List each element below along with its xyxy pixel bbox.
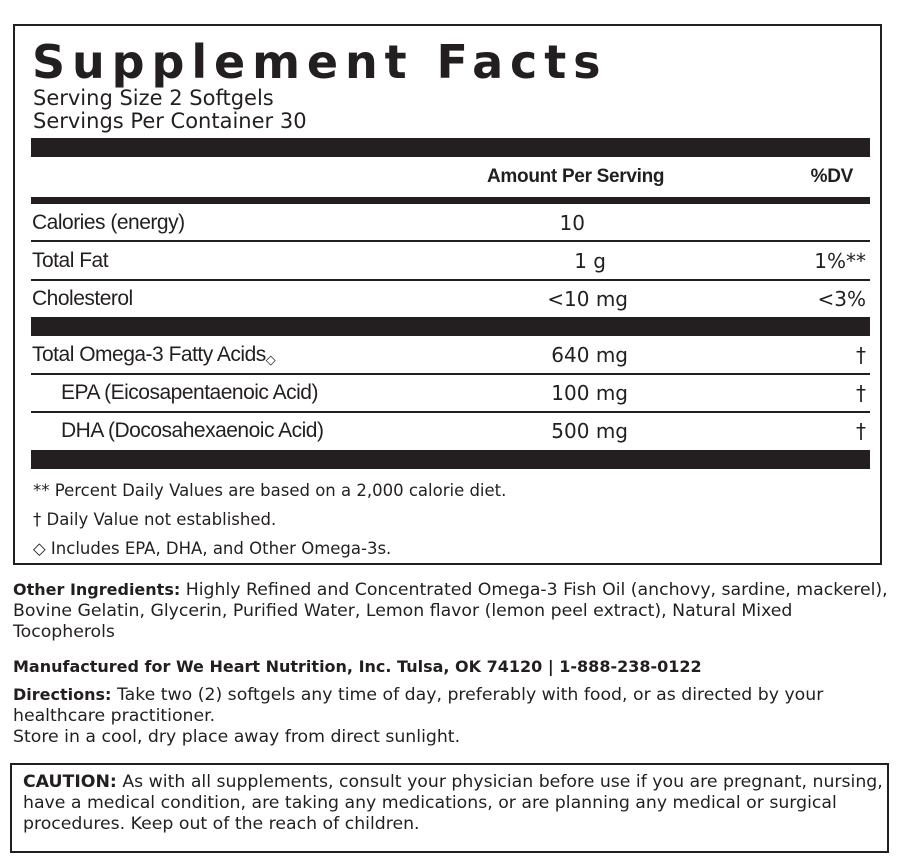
supplement-facts-panel — [13, 24, 882, 565]
other-ingredients-label: Other Ingredients: — [13, 580, 181, 599]
nutrient-amount-calories: 10 — [559, 211, 585, 235]
caution-label: CAUTION: — [23, 772, 117, 792]
nutrient-dv-omega-3: † — [856, 343, 866, 367]
thick-divider-top — [31, 138, 870, 157]
nutrient-amount-cholesterol: <10 mg — [547, 287, 628, 311]
nutrient-dv-epa: † — [856, 381, 866, 405]
row-divider — [31, 373, 870, 375]
directions-text: Take two (2) softgels any time of day, preferably with food, or as directed by your healthcare practitioner. — [13, 685, 824, 726]
nutrient-dv-total-fat: 1%** — [814, 249, 866, 273]
storage-text: Store in a cool, dry place away from direct sunlight. — [13, 727, 461, 747]
thick-divider-bottom — [31, 450, 870, 469]
nutrient-label-epa: EPA (Eicosapentaenoic Acid) — [61, 381, 318, 404]
diamond-marker-icon: ◇ — [265, 352, 276, 367]
thick-divider-middle — [31, 317, 870, 336]
nutrient-dv-cholesterol: <3% — [817, 287, 866, 311]
nutrient-amount-omega-3: 640 mg — [551, 343, 628, 367]
nutrient-dv-dha: † — [856, 419, 866, 443]
dv-header: %DV — [810, 166, 853, 187]
manufacturer-line — [13, 656, 889, 678]
nutrient-label-omega-3 — [32, 343, 275, 368]
caution-text: As with all supplements, consult your physician before use if you are pregnant, nursing, have a medical condition, are taking any medications, or are planning any medical or surgical procedures. Keep out of the reach of children. — [23, 772, 883, 834]
row-divider — [31, 279, 870, 281]
manufacturer-text: Manufactured for We Heart Nutrition, Inc. Tulsa, OK 74120 | 1-888-238-0122 — [13, 657, 702, 676]
directions-label: Directions: — [13, 685, 112, 704]
nutrient-label-dha: DHA (Docosahexaenoic Acid) — [61, 419, 324, 442]
other-ingredients — [13, 579, 889, 643]
nutrient-label-calories: Calories (energy) — [32, 211, 185, 234]
caution-box — [10, 763, 889, 853]
nutrient-label-omega-3-text: Total Omega-3 Fatty Acids — [32, 343, 266, 366]
panel-title: Supplement Facts — [32, 35, 608, 89]
medium-divider — [31, 197, 870, 204]
directions — [13, 684, 889, 748]
serving-size: Serving Size 2 Softgels — [33, 86, 274, 110]
row-divider — [31, 411, 870, 413]
nutrient-label-total-fat: Total Fat — [32, 249, 109, 272]
amount-header: Amount Per Serving — [487, 166, 665, 187]
servings-per-container: Servings Per Container 30 — [33, 109, 307, 133]
nutrient-amount-total-fat: 1 g — [574, 249, 606, 273]
footnote-percent-dv: ** Percent Daily Values are based on a 2,000 calorie diet. — [33, 481, 507, 500]
nutrient-amount-dha: 500 mg — [551, 419, 628, 443]
nutrient-label-cholesterol: Cholesterol — [32, 287, 133, 310]
nutrient-amount-epa: 100 mg — [551, 381, 628, 405]
other-ingredients-text: Highly Refined and Concentrated Omega-3 Fish Oil (anchovy, sardine, mackerel), Bovine Gelatin, Glycerin, Purified Water, Lemon flavor (lemon peel extract), Natural Mixed Tocopherols — [13, 580, 888, 642]
footnote-diamond: ◇ Includes EPA, DHA, and Other Omega-3s. — [33, 539, 392, 558]
caution-statement — [23, 772, 883, 835]
row-divider — [31, 240, 870, 242]
footnote-dagger: † Daily Value not established. — [33, 510, 277, 529]
